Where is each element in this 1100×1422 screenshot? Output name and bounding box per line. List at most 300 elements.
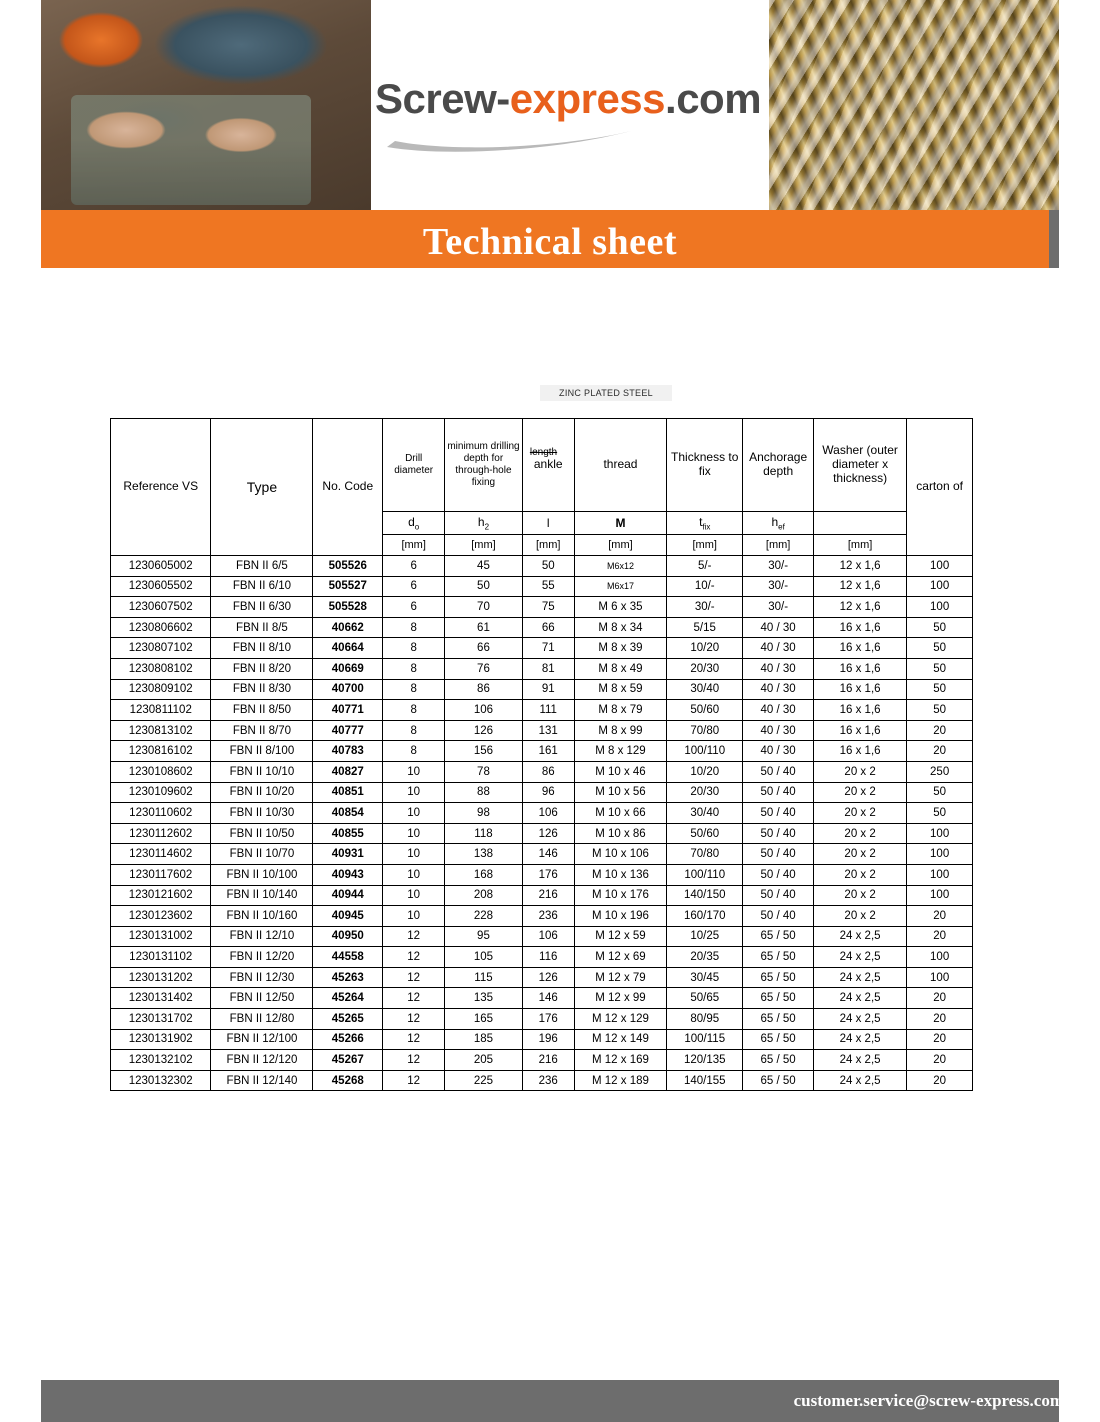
cell-length: 196 — [522, 1029, 574, 1050]
table-row — [111, 679, 973, 700]
cell-washer: 20 x 2 — [813, 782, 906, 803]
table-row — [111, 803, 973, 824]
cell-carton: 100 — [907, 885, 973, 906]
cell-length: 126 — [522, 967, 574, 988]
cell-thread: M 10 x 86 — [574, 823, 666, 844]
table-row — [111, 658, 973, 679]
col-header-length-label: ankle — [533, 457, 563, 472]
cell-reference: 1230806602 — [111, 617, 211, 638]
cell-reference: 1230605002 — [111, 556, 211, 577]
table-row — [111, 864, 973, 885]
cell-carton: 50 — [907, 617, 973, 638]
cell-drill-diameter: 10 — [383, 906, 445, 927]
cell-thread: M 8 x 59 — [574, 679, 666, 700]
cell-drill-diameter: 8 — [383, 720, 445, 741]
cell-thickness: 50/60 — [667, 823, 743, 844]
cell-carton: 20 — [907, 1009, 973, 1030]
cell-reference: 1230123602 — [111, 906, 211, 927]
cell-carton: 100 — [907, 823, 973, 844]
cell-reference: 1230132102 — [111, 1050, 211, 1071]
cell-type: FBN II 8/100 — [211, 741, 313, 762]
cell-drill-diameter: 12 — [383, 1070, 445, 1091]
cell-min-drill-depth: 98 — [445, 803, 522, 824]
cell-length: 216 — [522, 885, 574, 906]
cell-anchorage: 30/- — [743, 576, 814, 597]
cell-carton: 20 — [907, 720, 973, 741]
cell-type: FBN II 6/30 — [211, 597, 313, 618]
cell-min-drill-depth: 95 — [445, 926, 522, 947]
cell-drill-diameter: 8 — [383, 679, 445, 700]
cell-reference: 1230607502 — [111, 597, 211, 618]
cell-reference: 1230108602 — [111, 761, 211, 782]
material-caption: ZINC PLATED STEEL — [540, 385, 672, 401]
cell-carton: 20 — [907, 926, 973, 947]
cell-carton: 100 — [907, 597, 973, 618]
cell-thickness: 100/110 — [667, 741, 743, 762]
cell-drill-diameter: 10 — [383, 761, 445, 782]
sym-thread: M — [574, 512, 666, 535]
sym-drill-diameter — [383, 512, 445, 535]
cell-code: 45266 — [313, 1029, 383, 1050]
cell-type: FBN II 10/10 — [211, 761, 313, 782]
cell-type: FBN II 10/50 — [211, 823, 313, 844]
cell-length: 146 — [522, 844, 574, 865]
cell-length: 146 — [522, 988, 574, 1009]
cell-min-drill-depth: 61 — [445, 617, 522, 638]
cell-washer: 20 x 2 — [813, 885, 906, 906]
cell-length: 176 — [522, 864, 574, 885]
footer-left-margin — [0, 1380, 41, 1422]
cell-reference: 1230131402 — [111, 988, 211, 1009]
logo-word-express: express — [509, 75, 666, 122]
logo-swoosh-icon — [385, 127, 635, 155]
col-header-drill-diameter: Drill diameter — [383, 419, 445, 512]
cell-code: 40700 — [313, 679, 383, 700]
header-row-titles — [111, 419, 973, 512]
cell-length: 236 — [522, 1070, 574, 1091]
sym-anchorage-subscript: ef — [778, 522, 785, 532]
cell-thickness: 30/40 — [667, 679, 743, 700]
cell-length: 91 — [522, 679, 574, 700]
col-header-type: Type — [211, 419, 313, 556]
cell-thread: M 8 x 99 — [574, 720, 666, 741]
cell-min-drill-depth: 228 — [445, 906, 522, 927]
cell-drill-diameter: 12 — [383, 988, 445, 1009]
cell-type: FBN II 8/50 — [211, 700, 313, 721]
cell-anchorage: 40 / 30 — [743, 720, 814, 741]
cell-thread: M 12 x 189 — [574, 1070, 666, 1091]
sym-min-drill-depth-subscript: 2 — [484, 522, 490, 532]
cell-reference: 1230131902 — [111, 1029, 211, 1050]
cell-anchorage: 65 / 50 — [743, 1050, 814, 1071]
cell-carton: 20 — [907, 906, 973, 927]
cell-carton: 50 — [907, 679, 973, 700]
cell-drill-diameter: 6 — [383, 576, 445, 597]
cell-drill-diameter: 8 — [383, 638, 445, 659]
cell-code: 505527 — [313, 576, 383, 597]
cell-washer: 12 x 1,6 — [813, 597, 906, 618]
sym-length: l — [522, 512, 574, 535]
col-header-thickness: Thickness to fix — [667, 419, 743, 512]
cell-carton: 100 — [907, 576, 973, 597]
site-logo[interactable] — [375, 75, 762, 165]
cell-length: 86 — [522, 761, 574, 782]
cell-length: 176 — [522, 1009, 574, 1030]
table-row — [111, 844, 973, 865]
site-logo-text — [375, 75, 762, 123]
cell-min-drill-depth: 78 — [445, 761, 522, 782]
cell-thread: M 8 x 39 — [574, 638, 666, 659]
col-header-reference: Reference VS — [111, 419, 211, 556]
cell-anchorage: 40 / 30 — [743, 617, 814, 638]
cell-type: FBN II 8/30 — [211, 679, 313, 700]
footer-email[interactable]: customer.service@screw-express.com — [793, 1391, 1064, 1410]
cell-code: 45265 — [313, 1009, 383, 1030]
cell-code: 40944 — [313, 885, 383, 906]
table-row — [111, 1009, 973, 1030]
cell-code: 40855 — [313, 823, 383, 844]
cell-length: 106 — [522, 803, 574, 824]
cell-thread: M 10 x 136 — [574, 864, 666, 885]
cell-washer: 24 x 2,5 — [813, 1029, 906, 1050]
cell-code: 45267 — [313, 1050, 383, 1071]
cell-min-drill-depth: 135 — [445, 988, 522, 1009]
cell-drill-diameter: 10 — [383, 782, 445, 803]
cell-code: 40771 — [313, 700, 383, 721]
logo-word-screw: Screw- — [375, 75, 510, 122]
cell-type: FBN II 10/100 — [211, 864, 313, 885]
cell-drill-diameter: 10 — [383, 844, 445, 865]
cell-drill-diameter: 12 — [383, 1009, 445, 1030]
sym-washer — [813, 512, 906, 535]
cell-thread: M 10 x 106 — [574, 844, 666, 865]
cell-type: FBN II 12/20 — [211, 947, 313, 968]
cell-carton: 20 — [907, 1050, 973, 1071]
cell-min-drill-depth: 138 — [445, 844, 522, 865]
cell-thread: M 8 x 79 — [574, 700, 666, 721]
screws-photo-overlay — [769, 0, 1059, 210]
cell-min-drill-depth: 106 — [445, 700, 522, 721]
cell-anchorage: 50 / 40 — [743, 823, 814, 844]
cell-code: 40943 — [313, 864, 383, 885]
cell-washer: 12 x 1,6 — [813, 576, 906, 597]
cell-thread: M 10 x 56 — [574, 782, 666, 803]
cell-code: 505526 — [313, 556, 383, 577]
cell-min-drill-depth: 205 — [445, 1050, 522, 1071]
col-header-thread: thread — [574, 419, 666, 512]
cell-min-drill-depth: 225 — [445, 1070, 522, 1091]
spec-table-wrapper — [110, 418, 973, 1091]
screws-photo — [769, 0, 1059, 210]
cell-anchorage: 65 / 50 — [743, 967, 814, 988]
cell-length: 71 — [522, 638, 574, 659]
cell-thickness: 140/150 — [667, 885, 743, 906]
table-row — [111, 988, 973, 1009]
cell-washer: 16 x 1,6 — [813, 741, 906, 762]
cell-thickness: 20/35 — [667, 947, 743, 968]
table-row — [111, 576, 973, 597]
cell-washer: 24 x 2,5 — [813, 967, 906, 988]
cell-type: FBN II 10/160 — [211, 906, 313, 927]
cell-thickness: 160/170 — [667, 906, 743, 927]
cell-thickness: 100/110 — [667, 864, 743, 885]
cell-reference: 1230816102 — [111, 741, 211, 762]
table-row — [111, 1070, 973, 1091]
cell-anchorage: 50 / 40 — [743, 864, 814, 885]
cell-code: 40854 — [313, 803, 383, 824]
cell-length: 106 — [522, 926, 574, 947]
cell-drill-diameter: 12 — [383, 1029, 445, 1050]
sym-min-drill-depth-letter: h — [477, 514, 485, 529]
col-header-anchorage: Anchorage depth — [743, 419, 814, 512]
cell-thickness: 50/60 — [667, 700, 743, 721]
cell-type: FBN II 6/10 — [211, 576, 313, 597]
cell-type: FBN II 12/120 — [211, 1050, 313, 1071]
cell-type: FBN II 8/5 — [211, 617, 313, 638]
cell-carton: 100 — [907, 844, 973, 865]
cell-thread: M 8 x 49 — [574, 658, 666, 679]
cell-washer: 20 x 2 — [813, 803, 906, 824]
cell-length: 111 — [522, 700, 574, 721]
cell-carton: 20 — [907, 988, 973, 1009]
cell-min-drill-depth: 168 — [445, 864, 522, 885]
unit-thread: [mm] — [574, 535, 666, 556]
cell-thickness: 5/15 — [667, 617, 743, 638]
table-row — [111, 617, 973, 638]
cell-length: 131 — [522, 720, 574, 741]
cell-min-drill-depth: 115 — [445, 967, 522, 988]
cell-thread: M 10 x 196 — [574, 906, 666, 927]
cell-min-drill-depth: 165 — [445, 1009, 522, 1030]
spec-table-head — [111, 419, 973, 556]
col-header-min-drill-depth: minimum drilling depth for through-hole fixing — [445, 419, 522, 512]
cell-thread: M 6 x 35 — [574, 597, 666, 618]
cell-type: FBN II 8/70 — [211, 720, 313, 741]
cell-code: 45263 — [313, 967, 383, 988]
cell-reference: 1230110602 — [111, 803, 211, 824]
cell-length: 126 — [522, 823, 574, 844]
cell-thickness: 10/20 — [667, 761, 743, 782]
cell-drill-diameter: 8 — [383, 700, 445, 721]
col-header-length-strikethrough: length — [529, 447, 558, 459]
sym-anchorage — [743, 512, 814, 535]
cell-drill-diameter: 8 — [383, 741, 445, 762]
workbench-photo — [41, 0, 371, 210]
cell-length: 50 — [522, 556, 574, 577]
cell-washer: 24 x 2,5 — [813, 947, 906, 968]
cell-anchorage: 65 / 50 — [743, 926, 814, 947]
cell-carton: 250 — [907, 761, 973, 782]
cell-min-drill-depth: 70 — [445, 597, 522, 618]
table-row — [111, 700, 973, 721]
cell-washer: 24 x 2,5 — [813, 1070, 906, 1091]
table-row — [111, 741, 973, 762]
cell-carton: 100 — [907, 864, 973, 885]
table-row — [111, 638, 973, 659]
cell-type: FBN II 12/30 — [211, 967, 313, 988]
cell-reference: 1230117602 — [111, 864, 211, 885]
cell-type: FBN II 12/140 — [211, 1070, 313, 1091]
cell-reference: 1230131202 — [111, 967, 211, 988]
cell-thickness: 20/30 — [667, 658, 743, 679]
cell-code: 40950 — [313, 926, 383, 947]
cell-carton: 50 — [907, 782, 973, 803]
cell-thread: M 12 x 79 — [574, 967, 666, 988]
cell-drill-diameter: 12 — [383, 967, 445, 988]
cell-min-drill-depth: 50 — [445, 576, 522, 597]
cell-thread: M 10 x 66 — [574, 803, 666, 824]
cell-drill-diameter: 10 — [383, 803, 445, 824]
sym-thickness — [667, 512, 743, 535]
cell-length: 96 — [522, 782, 574, 803]
cell-anchorage: 40 / 30 — [743, 658, 814, 679]
cell-min-drill-depth: 208 — [445, 885, 522, 906]
cell-code: 40851 — [313, 782, 383, 803]
cell-anchorage: 50 / 40 — [743, 782, 814, 803]
cell-thickness: 10/20 — [667, 638, 743, 659]
cell-thickness: 20/30 — [667, 782, 743, 803]
cell-thickness: 50/65 — [667, 988, 743, 1009]
cell-drill-diameter: 6 — [383, 597, 445, 618]
cell-thickness: 10/- — [667, 576, 743, 597]
cell-reference: 1230121602 — [111, 885, 211, 906]
cell-washer: 24 x 2,5 — [813, 926, 906, 947]
workbench-photo-hands — [71, 95, 311, 205]
cell-anchorage: 65 / 50 — [743, 1070, 814, 1091]
cell-drill-diameter: 10 — [383, 864, 445, 885]
cell-thread: M 12 x 59 — [574, 926, 666, 947]
cell-carton: 50 — [907, 803, 973, 824]
cell-code: 45268 — [313, 1070, 383, 1091]
cell-type: FBN II 10/30 — [211, 803, 313, 824]
cell-thickness: 30/45 — [667, 967, 743, 988]
cell-reference: 1230807102 — [111, 638, 211, 659]
cell-thickness: 70/80 — [667, 720, 743, 741]
cell-reference: 1230109602 — [111, 782, 211, 803]
cell-anchorage: 65 / 50 — [743, 988, 814, 1009]
sym-drill-diameter-letter: d — [408, 514, 415, 529]
cell-anchorage: 50 / 40 — [743, 803, 814, 824]
cell-min-drill-depth: 45 — [445, 556, 522, 577]
cell-thickness: 70/80 — [667, 844, 743, 865]
cell-thickness: 120/135 — [667, 1050, 743, 1071]
cell-code: 505528 — [313, 597, 383, 618]
logo-word-domain: .com — [665, 75, 762, 122]
sym-thickness-letter: t — [699, 514, 703, 529]
cell-anchorage: 65 / 50 — [743, 1009, 814, 1030]
cell-type: FBN II 10/70 — [211, 844, 313, 865]
cell-washer: 24 x 2,5 — [813, 988, 906, 1009]
cell-length: 55 — [522, 576, 574, 597]
cell-washer: 16 x 1,6 — [813, 679, 906, 700]
table-row — [111, 761, 973, 782]
table-row — [111, 967, 973, 988]
cell-drill-diameter: 12 — [383, 1050, 445, 1071]
cell-anchorage: 40 / 30 — [743, 700, 814, 721]
table-row — [111, 1050, 973, 1071]
cell-washer: 24 x 2,5 — [813, 1050, 906, 1071]
cell-drill-diameter: 12 — [383, 926, 445, 947]
unit-washer: [mm] — [813, 535, 906, 556]
cell-code: 40662 — [313, 617, 383, 638]
cell-code: 40664 — [313, 638, 383, 659]
cell-min-drill-depth: 76 — [445, 658, 522, 679]
cell-thickness: 30/- — [667, 597, 743, 618]
table-row — [111, 926, 973, 947]
cell-thread: M6x17 — [574, 576, 666, 597]
cell-code: 44558 — [313, 947, 383, 968]
cell-type: FBN II 10/20 — [211, 782, 313, 803]
spec-table-body — [111, 556, 973, 1091]
cell-drill-diameter: 8 — [383, 658, 445, 679]
table-row — [111, 720, 973, 741]
banner-orange — [41, 210, 1059, 268]
table-row — [111, 597, 973, 618]
cell-washer: 20 x 2 — [813, 844, 906, 865]
cell-thread: M 10 x 176 — [574, 885, 666, 906]
cell-length: 236 — [522, 906, 574, 927]
cell-washer: 20 x 2 — [813, 906, 906, 927]
cell-drill-diameter: 12 — [383, 947, 445, 968]
cell-reference: 1230131102 — [111, 947, 211, 968]
cell-washer: 16 x 1,6 — [813, 658, 906, 679]
cell-thread: M 12 x 149 — [574, 1029, 666, 1050]
cell-min-drill-depth: 185 — [445, 1029, 522, 1050]
cell-length: 81 — [522, 658, 574, 679]
cell-washer: 20 x 2 — [813, 823, 906, 844]
sym-anchorage-letter: h — [771, 514, 779, 529]
cell-anchorage: 30/- — [743, 556, 814, 577]
cell-type: FBN II 6/5 — [211, 556, 313, 577]
page-left-margin — [0, 0, 41, 1422]
cell-min-drill-depth: 105 — [445, 947, 522, 968]
cell-drill-diameter: 10 — [383, 823, 445, 844]
cell-anchorage: 50 / 40 — [743, 885, 814, 906]
cell-thread: M 12 x 169 — [574, 1050, 666, 1071]
cell-min-drill-depth: 86 — [445, 679, 522, 700]
sym-min-drill-depth — [445, 512, 522, 535]
cell-reference: 1230811102 — [111, 700, 211, 721]
cell-drill-diameter: 8 — [383, 617, 445, 638]
cell-carton: 50 — [907, 658, 973, 679]
cell-reference: 1230114602 — [111, 844, 211, 865]
col-header-washer: Washer (outer diameter x thickness) — [813, 419, 906, 512]
cell-washer: 16 x 1,6 — [813, 720, 906, 741]
cell-carton: 20 — [907, 1070, 973, 1091]
spec-table — [110, 418, 973, 1091]
cell-carton: 50 — [907, 638, 973, 659]
cell-length: 66 — [522, 617, 574, 638]
cell-anchorage: 50 / 40 — [743, 761, 814, 782]
cell-anchorage: 65 / 50 — [743, 1029, 814, 1050]
cell-carton: 100 — [907, 556, 973, 577]
cell-type: FBN II 8/20 — [211, 658, 313, 679]
cell-reference: 1230131702 — [111, 1009, 211, 1030]
cell-anchorage: 40 / 30 — [743, 741, 814, 762]
cell-anchorage: 40 / 30 — [743, 679, 814, 700]
cell-reference: 1230132302 — [111, 1070, 211, 1091]
cell-reference: 1230112602 — [111, 823, 211, 844]
cell-washer: 16 x 1,6 — [813, 638, 906, 659]
cell-anchorage: 30/- — [743, 597, 814, 618]
cell-washer: 20 x 2 — [813, 864, 906, 885]
col-header-code: No. Code — [313, 419, 383, 556]
cell-anchorage: 40 / 30 — [743, 638, 814, 659]
cell-min-drill-depth: 118 — [445, 823, 522, 844]
cell-type: FBN II 12/80 — [211, 1009, 313, 1030]
cell-length: 116 — [522, 947, 574, 968]
cell-code: 40669 — [313, 658, 383, 679]
